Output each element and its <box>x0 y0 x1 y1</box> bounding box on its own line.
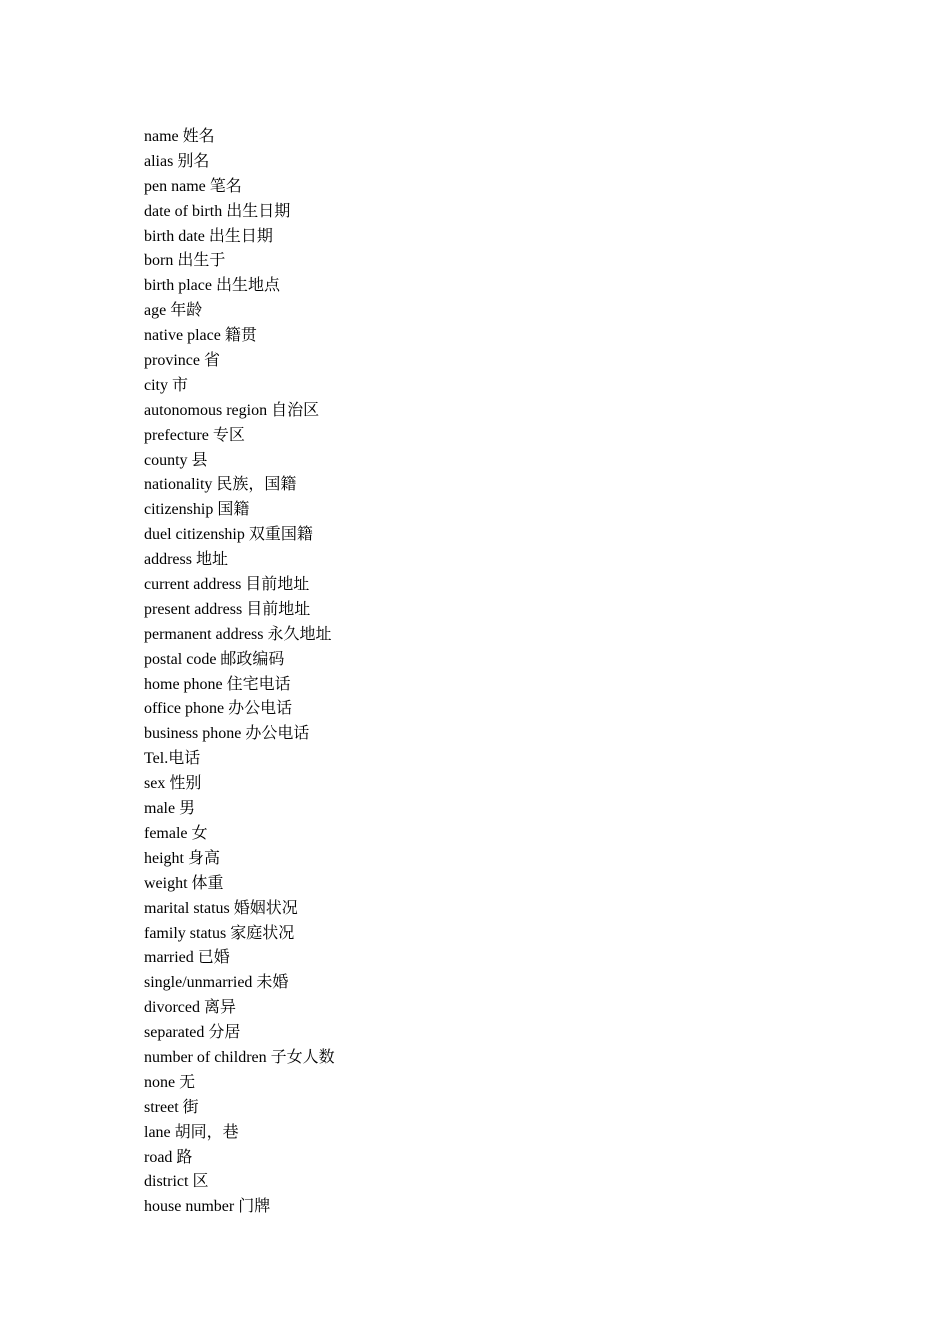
vocab-entry: single/unmarried 未婚 <box>144 974 289 992</box>
vocab-entry: date of birth 出生日期 <box>144 202 291 220</box>
vocab-entry: city 市 <box>144 376 188 394</box>
vocab-entry: birth place 出生地点 <box>144 277 280 295</box>
vocab-entry: present address 目前地址 <box>144 600 311 618</box>
vocab-entry: marital status 婚姻状况 <box>144 899 298 917</box>
vocab-entry: pen name 笔名 <box>144 177 242 195</box>
vocab-entry: citizenship 国籍 <box>144 501 250 519</box>
vocab-entry: none 无 <box>144 1073 196 1091</box>
vocab-entry: office phone 办公电话 <box>144 700 293 718</box>
vocab-entry: family status 家庭状况 <box>144 924 295 942</box>
vocab-entry: prefecture 专区 <box>144 426 245 444</box>
vocab-entry: separated 分居 <box>144 1024 241 1042</box>
vocab-entry: birth date 出生日期 <box>144 227 273 245</box>
vocab-entry: native place 籍贯 <box>144 327 257 345</box>
vocab-entry: age 年龄 <box>144 302 203 320</box>
vocab-entry: province 省 <box>144 352 220 370</box>
vocab-entry: alias 别名 <box>144 152 210 170</box>
vocab-entry: height 身高 <box>144 849 220 867</box>
vocab-entry: current address 目前地址 <box>144 576 310 594</box>
vocab-entry: district 区 <box>144 1173 209 1191</box>
vocab-entry: weight 体重 <box>144 874 224 892</box>
vocab-entry: female 女 <box>144 824 208 842</box>
vocab-entry: autonomous region 自治区 <box>144 401 320 419</box>
vocab-entry: divorced 离异 <box>144 999 236 1017</box>
vocab-entry: county 县 <box>144 451 208 469</box>
vocab-entry: business phone 办公电话 <box>144 725 310 743</box>
vocab-entry: Tel.电话 <box>144 750 201 768</box>
vocab-entry: street 街 <box>144 1098 199 1116</box>
vocab-entry: address 地址 <box>144 551 228 569</box>
vocab-entry: postal code 邮政编码 <box>144 650 285 668</box>
vocab-entry: home phone 住宅电话 <box>144 675 291 693</box>
vocab-entry: name 姓名 <box>144 128 215 145</box>
vocab-entry: permanent address 永久地址 <box>144 625 332 643</box>
vocab-entry: sex 性别 <box>144 775 202 793</box>
vocab-entry: born 出生于 <box>144 252 226 270</box>
vocabulary-list <box>144 125 335 1220</box>
vocab-entry: house number 门牌 <box>144 1198 271 1216</box>
vocab-entry: nationality 民族，国籍 <box>144 476 297 494</box>
vocab-entry: married 已婚 <box>144 949 230 967</box>
vocab-entry: male 男 <box>144 800 196 818</box>
vocab-entry: duel citizenship 双重国籍 <box>144 526 313 544</box>
vocab-entry: lane 胡同，巷 <box>144 1123 239 1141</box>
vocab-entry: number of children 子女人数 <box>144 1048 335 1066</box>
vocab-entry: road 路 <box>144 1148 193 1166</box>
